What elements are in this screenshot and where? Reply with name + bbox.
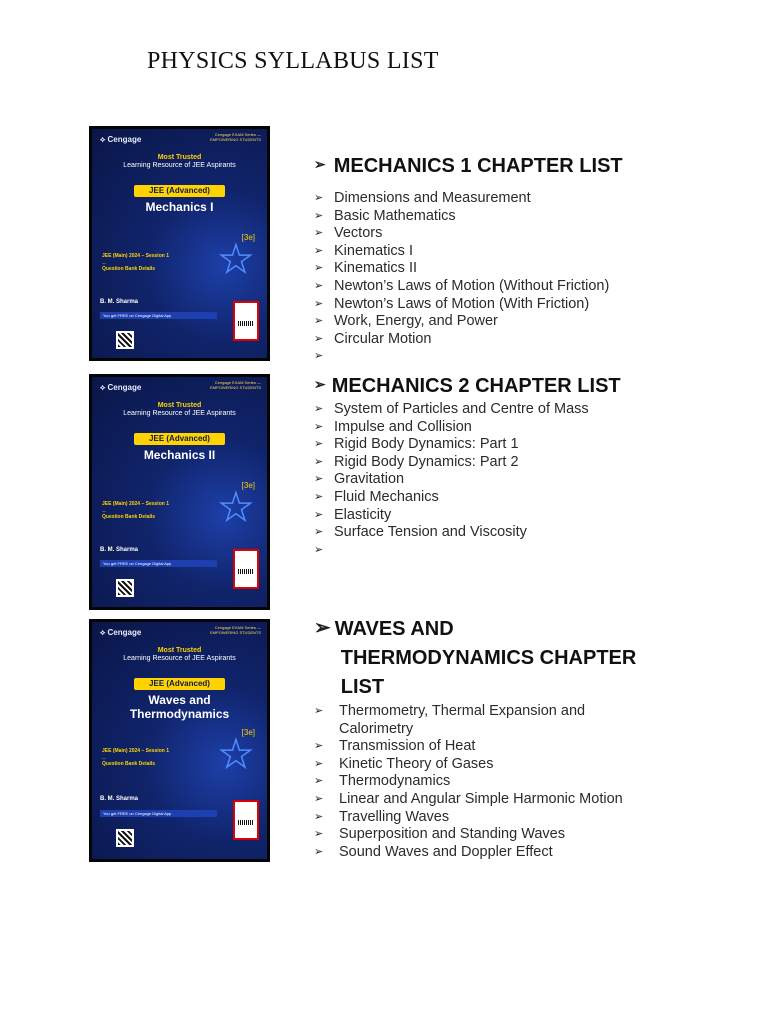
list-item: ➢ Circular Motion — [314, 330, 432, 347]
digital-app-bar: You get FREE on Cengage Digital App — [100, 312, 217, 319]
qr-code-icon — [116, 829, 134, 847]
series-label: Cengage EXAM Series — EMPOWERING STUDENTS — [210, 625, 261, 635]
list-item — [314, 348, 654, 366]
list-item: ➢ Transmission of Heat — [314, 738, 476, 755]
section-mechanics-1 — [314, 152, 654, 366]
list-item: ➢ Travelling Waves — [314, 808, 450, 825]
list-item: ➢ Newton’s Laws of Motion (Without Friction) — [314, 277, 610, 294]
jee-advanced-badge: JEE (Advanced) — [134, 678, 225, 690]
list-item: ➢ Superposition and Standing Waves — [314, 826, 565, 843]
section-waves-thermodynamics — [314, 615, 659, 861]
bullet-arrow-icon: ➢ — [314, 845, 324, 858]
list-item: ➢ Kinematics I — [314, 242, 413, 259]
list-item: ➢ Rigid Body Dynamics: Part 2 — [314, 453, 519, 470]
page-title: PHYSICS SYLLABUS LIST — [147, 48, 439, 74]
bullet-arrow-icon: ➢ — [314, 705, 324, 717]
series-label: Cengage EXAM Series — EMPOWERING STUDENTS — [210, 132, 261, 142]
cengage-logo: ⟡ Cengage — [100, 135, 142, 144]
section-heading: ➢ MECHANICS 2 CHAPTER LIST — [314, 375, 621, 397]
list-item: ➢ Kinetic Theory of Gases — [314, 755, 494, 772]
list-item: ➢ Fluid Mechanics — [314, 488, 439, 505]
star-icon: ★ — [218, 734, 253, 776]
list-item: ➢ Linear and Angular Simple Harmonic Motion — [314, 790, 623, 807]
list-item: ➢ Kinematics II — [314, 260, 417, 277]
list-item: ➢ Work, Energy, and Power — [314, 313, 498, 330]
list-item — [314, 542, 654, 560]
list-item: ➢ Sound Waves and Doppler Effect — [314, 843, 553, 860]
cover-author: B. M. Sharma — [100, 299, 139, 305]
edition-label: [3e] — [241, 728, 255, 737]
bullet-arrow-icon: ➢ — [314, 473, 324, 486]
cover-tagline: Most Trusted Learning Resource of JEE Aspirants — [123, 647, 236, 663]
cover-title: Waves and Thermodynamics — [129, 693, 230, 721]
cover-title: Mechanics I — [145, 200, 214, 214]
bullet-arrow-icon: ➢ — [314, 775, 324, 788]
book-cover-mechanics-1 — [89, 126, 270, 361]
bullet-arrow-icon: ➢ — [314, 262, 324, 275]
bullet-arrow-icon: ➢ — [314, 526, 324, 539]
list-item: ➢ Dimensions and Measurement — [314, 190, 531, 206]
list-item: ➢ Thermodynamics — [314, 773, 451, 790]
bullet-arrow-icon: ➢ — [314, 209, 324, 222]
digital-app-bar: You get FREE on Cengage Digital App — [100, 810, 217, 817]
book-cover-waves-thermodynamics — [89, 619, 270, 862]
bullet-arrow-icon: ➢ — [314, 828, 324, 841]
cover-tagline: Most Trusted Learning Resource of JEE Aspirants — [123, 154, 236, 170]
section-heading: ➢ MECHANICS 1 CHAPTER LIST — [314, 155, 623, 177]
cover-info: JEE (Main) 2024 – Session 1 — Question Bank Details — [102, 253, 169, 272]
cengage-logo: ⟡ Cengage — [100, 628, 142, 637]
list-item: ➢ Gravitation — [314, 471, 405, 488]
book-cover-mechanics-2 — [89, 374, 270, 610]
bullet-arrow-icon: ➢ — [314, 757, 324, 770]
series-label: Cengage EXAM Series — EMPOWERING STUDENTS — [210, 380, 261, 390]
bullet-arrow-icon: ➢ — [314, 332, 324, 345]
chapter-list — [314, 190, 654, 366]
bullet-arrow-icon: ➢ — [314, 740, 324, 753]
bullet-arrow-icon: ➢ — [314, 508, 324, 521]
free-book-icon — [233, 301, 259, 341]
cover-title: Mechanics II — [143, 448, 216, 462]
jee-advanced-badge: JEE (Advanced) — [134, 185, 225, 197]
list-item: ➢ Vectors — [314, 225, 383, 242]
list-item: ➢ Thermometry, Thermal Expansion and Calorimetry — [314, 703, 586, 737]
bullet-arrow-icon: ➢ — [314, 297, 324, 310]
cover-info: JEE (Main) 2024 – Session 1 — Question Bank Details — [102, 501, 169, 520]
cengage-logo: ⟡ Cengage — [100, 383, 142, 392]
edition-label: [3e] — [241, 233, 255, 242]
bullet-arrow-icon: ➢ — [314, 350, 324, 363]
bullet-arrow-icon: ➢ — [314, 490, 324, 503]
jee-advanced-badge: JEE (Advanced) — [134, 433, 225, 445]
qr-code-icon — [116, 331, 134, 349]
list-item: ➢ Rigid Body Dynamics: Part 1 — [314, 436, 519, 453]
bullet-arrow-icon: ➢ — [314, 192, 324, 204]
bullet-arrow-icon: ➢ — [314, 156, 326, 172]
cover-author: B. M. Sharma — [100, 796, 139, 802]
cover-author: B. M. Sharma — [100, 547, 139, 553]
list-item: ➢ Elasticity — [314, 506, 392, 523]
bullet-arrow-icon: ➢ — [314, 810, 324, 823]
cover-info: JEE (Main) 2024 – Session 1 — Question Bank Details — [102, 748, 169, 767]
star-icon: ★ — [218, 239, 253, 281]
free-book-icon — [233, 549, 259, 589]
bullet-arrow-icon: ➢ — [314, 438, 324, 451]
section-heading — [314, 615, 659, 702]
list-item: ➢ Impulse and Collision — [314, 418, 472, 435]
bullet-arrow-icon: ➢ — [314, 420, 324, 433]
list-item: ➢ Surface Tension and Viscosity — [314, 524, 527, 541]
bullet-arrow-icon: ➢ — [314, 244, 324, 257]
bullet-arrow-icon: ➢ — [314, 792, 324, 805]
bullet-arrow-icon: ➢ — [314, 227, 324, 240]
list-item: ➢ System of Particles and Centre of Mass — [314, 401, 589, 417]
list-item: ➢ Basic Mathematics — [314, 207, 456, 224]
star-icon: ★ — [218, 487, 253, 529]
bullet-arrow-icon: ➢ — [314, 376, 326, 392]
edition-label: [3e] — [241, 481, 255, 490]
free-book-icon — [233, 800, 259, 840]
qr-code-icon — [116, 579, 134, 597]
section-mechanics-2 — [314, 372, 654, 559]
cover-tagline: Most Trusted Learning Resource of JEE Aspirants — [123, 402, 236, 418]
bullet-arrow-icon: ➢ — [314, 279, 324, 292]
bullet-arrow-icon: ➢ — [314, 617, 331, 639]
section-heading-text: WAVES AND THERMODYNAMICS CHAPTER LIST — [334, 618, 637, 698]
chapter-list — [314, 703, 659, 861]
chapter-list — [314, 401, 654, 559]
digital-app-bar: You get FREE on Cengage Digital App — [100, 560, 217, 567]
list-item: ➢ Newton’s Laws of Motion (With Friction) — [314, 295, 590, 312]
bullet-arrow-icon: ➢ — [314, 455, 324, 468]
bullet-arrow-icon: ➢ — [314, 403, 324, 415]
bullet-arrow-icon: ➢ — [314, 315, 324, 328]
bullet-arrow-icon: ➢ — [314, 543, 324, 556]
